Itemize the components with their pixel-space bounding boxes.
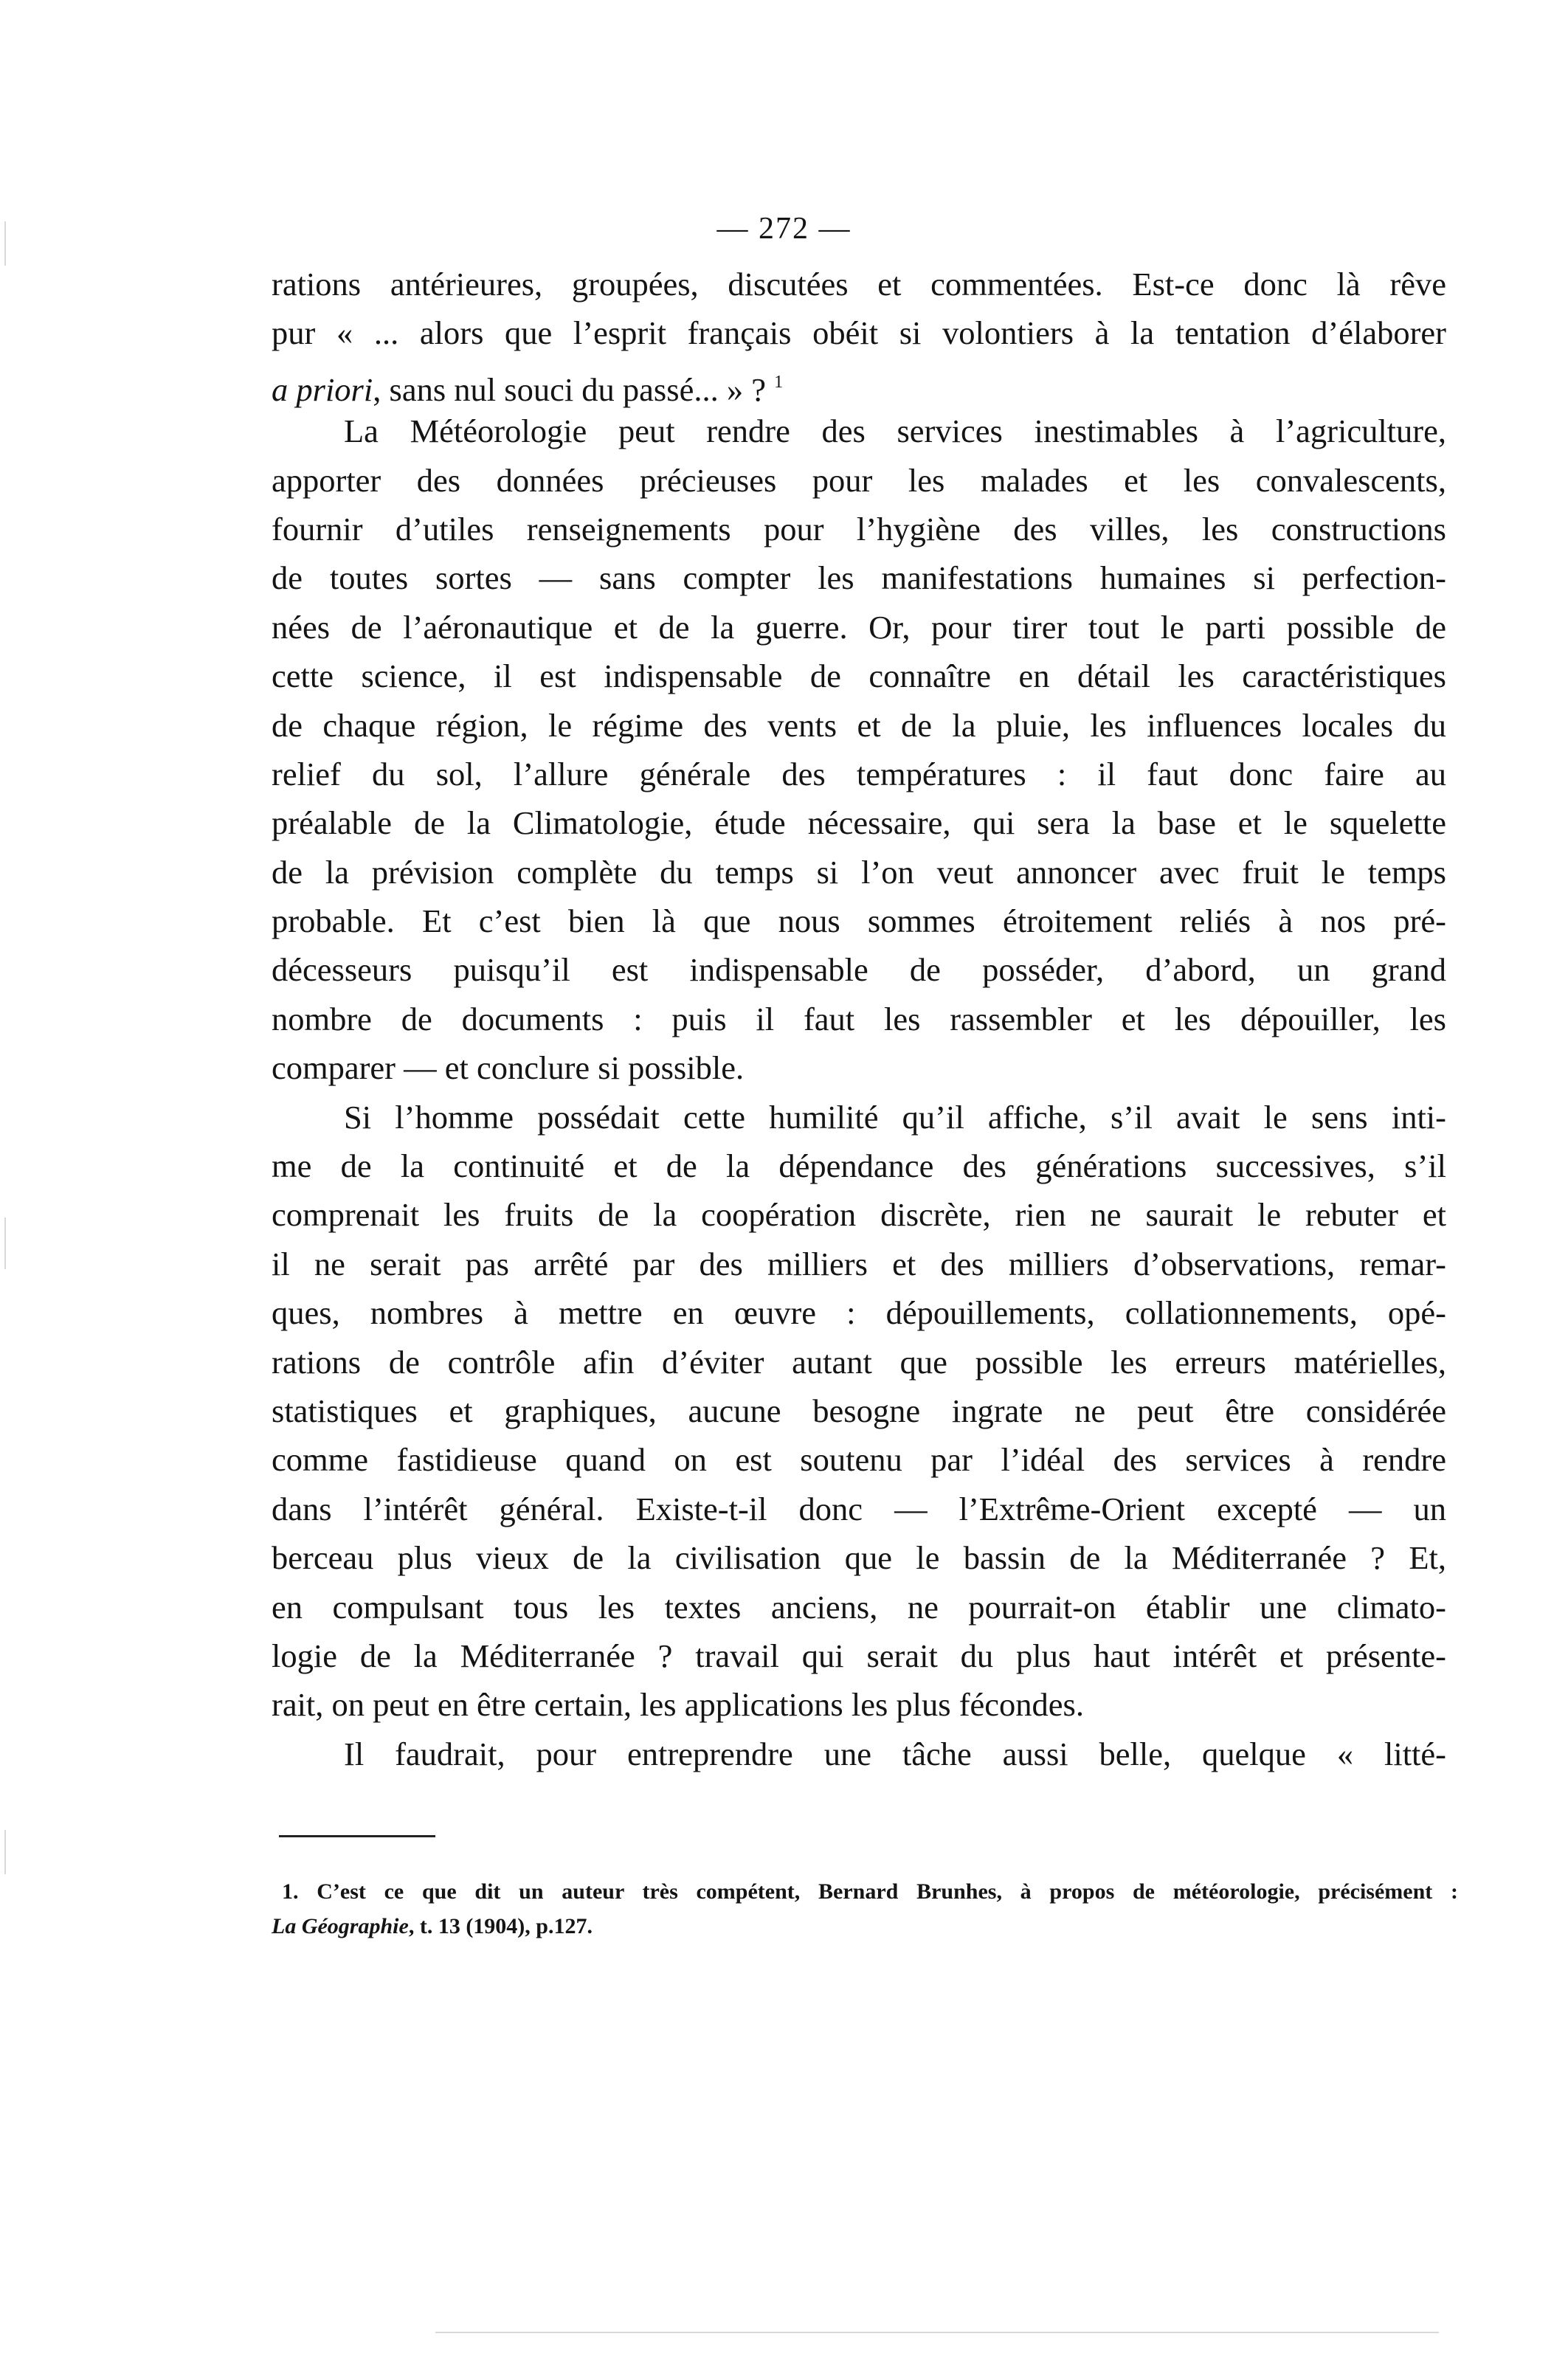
footnote-line: 1. C’est ce que dit un auteur très compétent, Bernard Brunhes, à propos de météorologie, précisément : (282, 1879, 1458, 1904)
text-line: décesseurs puisqu’il est indispensable de posséder, d’abord, un grand (272, 951, 1446, 989)
text-line: de toutes sortes — sans compter les manifestations humaines si perfection- (272, 559, 1446, 597)
text-segment: , sans nul souci du passé... » ? (373, 370, 775, 408)
footnote (272, 1874, 1458, 1944)
text-line: relief du sol, l’allure générale des températures : il faut donc faire au (272, 755, 1446, 792)
footnote-separator (279, 1835, 435, 1837)
page-number: — 272 — (716, 212, 852, 246)
scan-artifact (4, 1830, 6, 1874)
text-line: cette science, il est indispensable de connaître en détail les caractéristiques (272, 657, 1446, 695)
text-line: de la prévision complète du temps si l’on veut annoncer avec fruit le temps (272, 853, 1446, 891)
text-line: rations antérieures, groupées, discutées et commentées. Est-ce donc là rêve (272, 266, 1446, 303)
body-text (272, 260, 1446, 1778)
text-line: Il faudrait, pour entreprendre une tâche aussi belle, quelque « litté- (344, 1735, 1446, 1772)
footnote-ref: 1 (774, 372, 784, 392)
text-line: statistiques et graphiques, aucune besogne ingrate ne peut être considérée (272, 1392, 1446, 1429)
text-line: probable. Et c’est bien là que nous sommes étroitement reliés à nos pré- (272, 902, 1446, 940)
text-line: nombre de documents : puis il faut les rassembler et les dépouiller, les (272, 1000, 1446, 1037)
text-line (272, 358, 1446, 407)
text-line: logie de la Méditerranée ? travail qui serait du plus haut intérêt et présente- (272, 1637, 1446, 1674)
scan-artifact (4, 1218, 6, 1269)
text-line: rations de contrôle afin d’éviter autant que possible les erreurs matérielles, (272, 1343, 1446, 1381)
text-line: comprenait les fruits de la coopération discrète, rien ne saurait le rebuter et (272, 1196, 1446, 1234)
text-line: fournir d’utiles renseignements pour l’hygiène des villes, les constructions (272, 510, 1446, 548)
text-line: dans l’intérêt général. Existe-t-il donc — l’Extrême-Orient excepté — un (272, 1490, 1446, 1527)
scan-artifact (4, 221, 6, 266)
text-line: comme fastidieuse quand on est soutenu par l’idéal des services à rendre (272, 1441, 1446, 1479)
italic-text: a priori (272, 370, 373, 408)
footnote-line (272, 1909, 1458, 1944)
text-line: comparer — et conclure si possible. (272, 1049, 745, 1087)
text-line: pur « ... alors que l’esprit français obéit si volontiers à la tentation d’élaborer (272, 314, 1446, 352)
text-line: apporter des données précieuses pour les malades et les convalescents, (272, 461, 1446, 499)
footnote-citation: , t. 13 (1904), p.127. (408, 1914, 593, 1938)
text-line: il ne serait pas arrêté par des milliers et des milliers d’observations, remar- (272, 1245, 1446, 1282)
footnote-journal-title: La Géographie (272, 1914, 409, 1938)
text-line: ques, nombres à mettre en œuvre : dépouillements, collationnements, opé- (272, 1294, 1446, 1332)
text-line: en compulsant tous les textes anciens, ne pourrait-on établir une climato- (272, 1588, 1446, 1626)
text-line: Si l’homme possédait cette humilité qu’il affiche, s’il avait le sens inti- (344, 1098, 1446, 1136)
text-line: rait, on peut en être certain, les applications les plus fécondes. (272, 1686, 1084, 1724)
text-line: préalable de la Climatologie, étude nécessaire, qui sera la base et le squelette (272, 804, 1446, 842)
text-line: de chaque région, le régime des vents et de la pluie, les influences locales du (272, 706, 1446, 744)
text-line: berceau plus vieux de la civilisation que le bassin de la Méditerranée ? Et, (272, 1539, 1446, 1577)
scan-artifact (435, 2332, 1439, 2333)
text-line: nées de l’aéronautique et de la guerre. Or, pour tirer tout le parti possible de (272, 608, 1446, 646)
text-line: La Météorologie peut rendre des services inestimables à l’agriculture, (344, 412, 1446, 450)
text-line: me de la continuité et de la dépendance des générations successives, s’il (272, 1147, 1446, 1185)
